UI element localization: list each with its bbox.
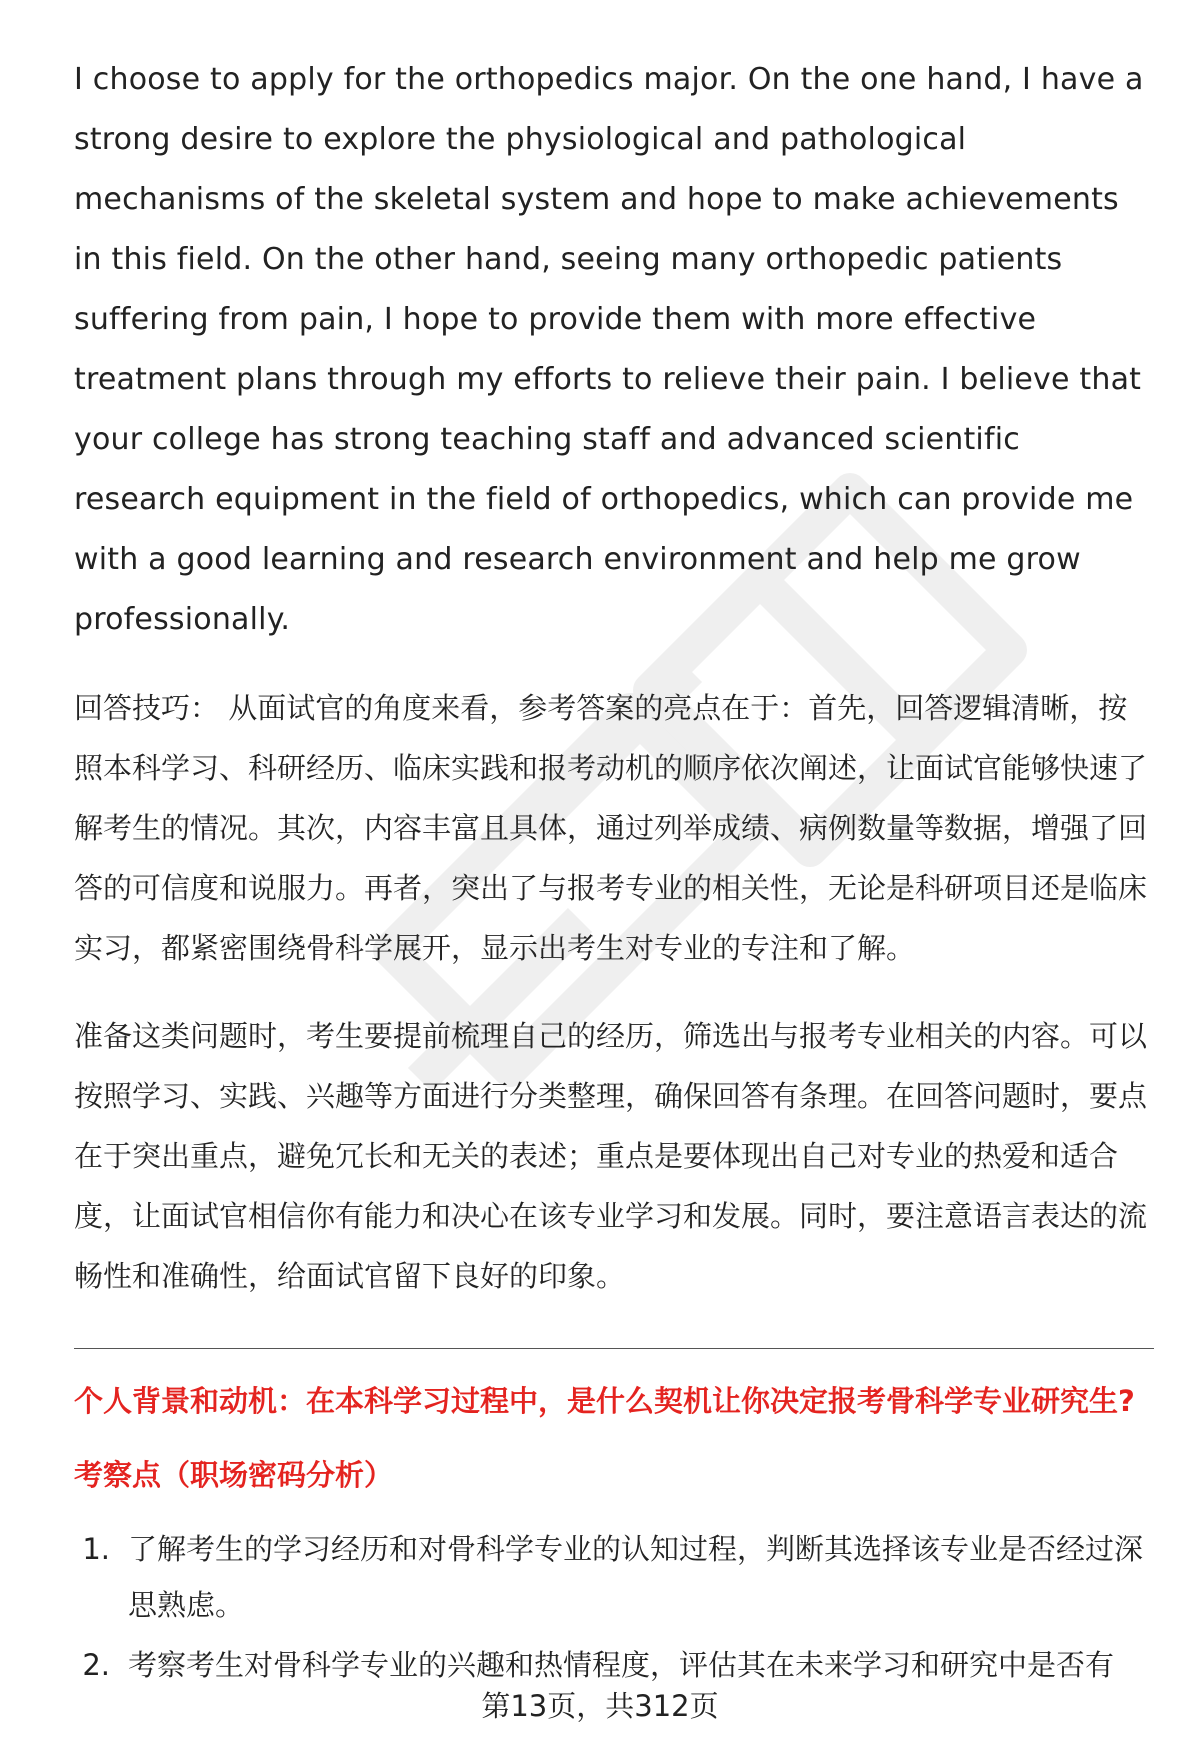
section-divider [74,1348,1154,1349]
list-item [74,1521,1154,1633]
page-number-footer: 第13页，共312页 [481,1689,719,1723]
assessment-points-heading: 考察点（职场密码分析） [74,1458,394,1492]
answer-tip-paragraph: 回答技巧： 从面试官的角度来看，参考答案的亮点在于：首先，回答逻辑清晰，按照本科学习、科研经历、临床实践和报考动机的顺序依次阐述，让面试官能够快速了解考生的情况。其次，内容丰富且具体，通过列举成绩、病例数量等数据，增强了回答的可信度和说服力。再者，突出了与报考专业的相关性，无论是科研项目还是临床实习，都紧密围绕骨科学展开，显示出考生对专业的专注和了解。 [74,691,1148,965]
preparation-advice-paragraph: 准备这类问题时，考生要提前梳理自己的经历，筛选出与报考专业相关的内容。可以按照学习、实践、兴趣等方面进行分类整理，确保回答有条理。在回答问题时，要点在于突出重点，避免冗长和无关的表述；重点是要体现出自己对专业的热爱和适合度，让面试官相信你有能力和决心在该专业学习和发展。同时，要注意语言表达的流畅性和准确性，给面试官留下良好的印象。 [74,1019,1148,1293]
list-item-text: 考察考生对骨科学专业的兴趣和热情程度，评估其在未来学习和研究中是否有 [128,1648,1115,1682]
page-content [74,50,1154,1697]
question-title: 个人背景和动机：在本科学习过程中，是什么契机让你决定报考骨科学专业研究生? [74,1384,1135,1418]
assessment-points-list [74,1521,1154,1693]
list-item-text: 了解考生的学习经历和对骨科学专业的认知过程，判断其选择该专业是否经过深思熟虑。 [128,1532,1144,1622]
answer-paragraph-en: I choose to apply for the orthopedics major. On the one hand, I have a strong desire to explore the physiological and pathological mechanisms of the skeletal system and hope to make achievements in this field. On the other hand, seeing many orthopedic patients suffering from pain, I hope to provide them with more effective treatment plans through my efforts to relieve their pain. I believe that your college has strong teaching staff and advanced scientific research equipment in the field of orthopedics, which can provide me with a good learning and research environment and help me grow professionally. [74,62,1144,637]
list-item-number: 1. [82,1532,110,1566]
list-item-number: 2. [82,1648,110,1682]
